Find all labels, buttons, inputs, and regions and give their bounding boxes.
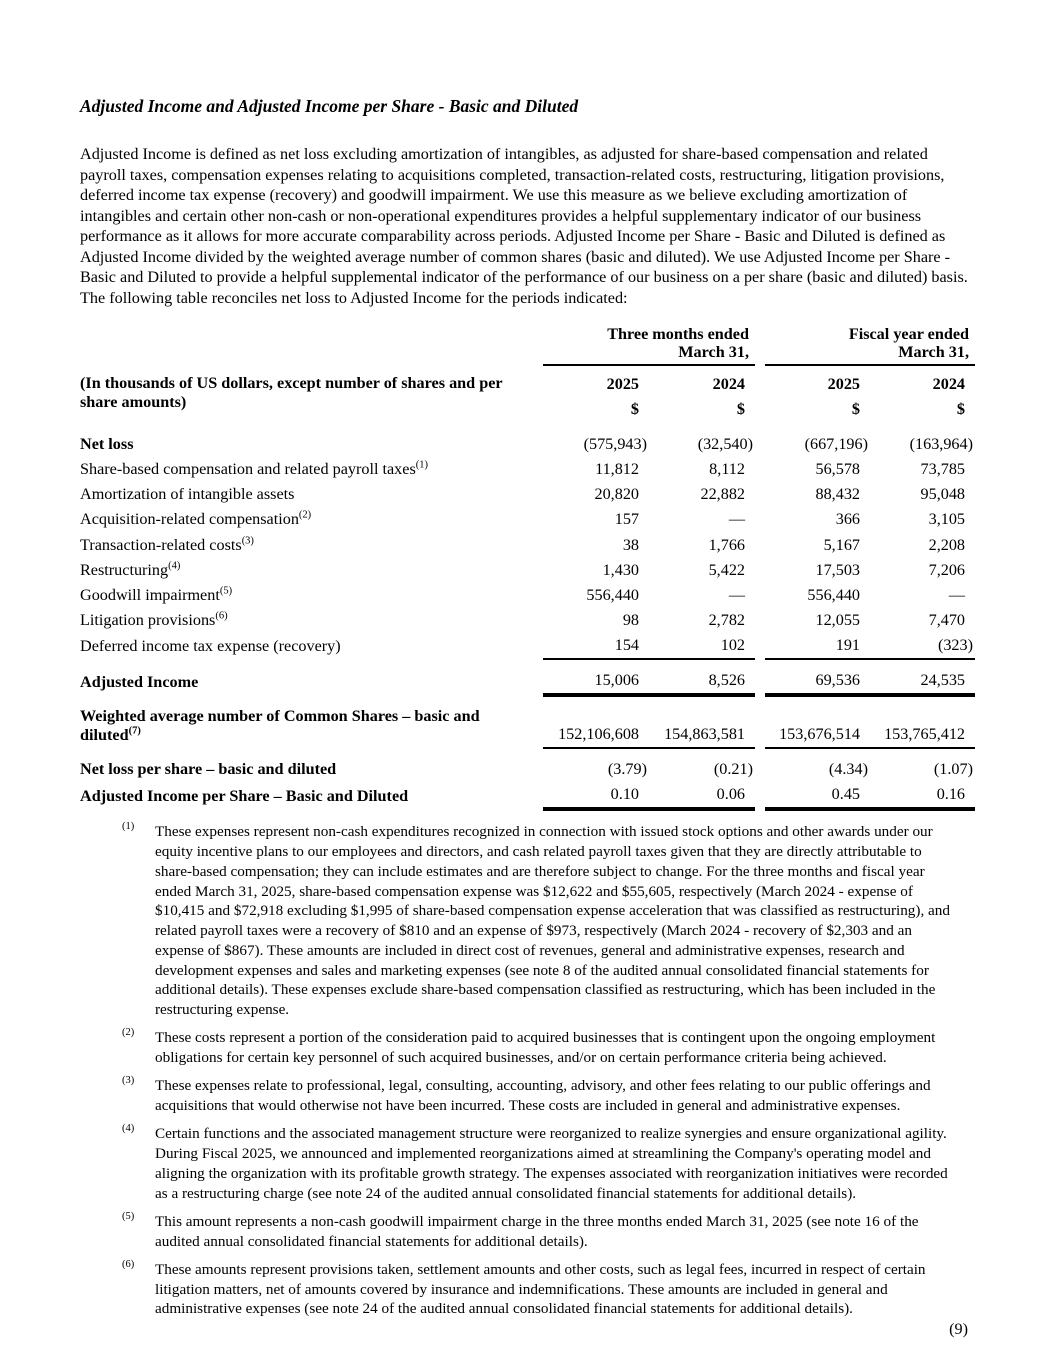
row-label (80, 482, 543, 507)
cell-value: (0.21) (713, 760, 753, 779)
cell-value: 556,440 (807, 585, 860, 604)
footnote-ref: (7) (128, 725, 141, 737)
table-row (80, 704, 975, 748)
cell-value: 154 (543, 633, 649, 659)
currency-header: $ (851, 400, 860, 419)
footnote (122, 1027, 955, 1068)
cell-value: 2,208 (928, 535, 966, 554)
row-label-text: Net loss (80, 435, 134, 454)
cell-value: 7,206 (928, 560, 966, 579)
table-spacer-row (80, 748, 975, 757)
row-label (80, 608, 543, 633)
cell-value: (575,943) (583, 435, 647, 454)
table-caption: (In thousands of US dollars, except number of shares and per share amounts) (80, 374, 503, 412)
cell-value: (163,964) (909, 435, 974, 454)
column-gap (755, 325, 765, 366)
row-label-text: Weighted average number of Common Shares – basic and diluted (80, 707, 480, 744)
cell-value: 1,430 (602, 560, 639, 579)
cell-value: — (948, 585, 966, 604)
table-row (80, 457, 975, 482)
cell-value: 88,432 (815, 485, 860, 504)
cell-value: 0.06 (649, 782, 755, 809)
footnote-text: These amounts represent provisions taken, settlement amounts and other costs, such as legal fees, incurred in respect of certain litigation matters, net of amounts covered by insurance and indemnifications. These amounts are included in general and administrative expenses (see note 24 of the audited annual consolidated financial statements for additional details). (155, 1260, 926, 1318)
footnote-text: These expenses represent non-cash expenditures recognized in connection with issued stock options and other awards under our equity incentive plans to our employees and directors, and cash related payroll taxes given that they are directly attributable to share-based compensation; they can include estimates and are therefore subject to change. For the three months and fiscal year ended March 31, 2025, share-based compensation expense was $12,622 and $55,605, respectively (March 2024 - expense of $10,415 and $72,918 excluding $1,995 of share-based compensation expense acceleration that was classified as restructuring), and related payroll taxes were a recovery of $810 and an expense of $973, respectively (March 2024 - recovery of $2,303 and an expense of $867). These amounts are included in direct cost of revenues, general and administrative expenses, research and development expenses and sales and marketing expenses (see note 8 of the audited annual consolidated financial statements for additional details). These expenses exclude share-based compensation classified as restructuring, which has been included in the restructuring expense. (155, 823, 950, 1019)
cell-value: 69,536 (765, 668, 870, 695)
cell-value: 24,535 (870, 668, 975, 695)
section-heading: Adjusted Income and Adjusted Income per Share - Basic and Diluted (80, 96, 579, 116)
column-gap (755, 457, 765, 482)
footnote-marker: (4) (122, 1123, 135, 1135)
reconciliation-table (80, 325, 975, 812)
footnote-marker: (6) (122, 1258, 135, 1270)
footnote (122, 1123, 955, 1203)
row-label-text: Transaction-related costs (80, 535, 242, 554)
footnote-ref: (1) (415, 459, 429, 471)
row-label-text: Goodwill impairment (80, 585, 220, 604)
cell-value: 17,503 (815, 560, 860, 579)
row-label-text: Adjusted Income per Share – Basic and Diluted (80, 787, 409, 806)
year-header: 2025 (827, 375, 860, 394)
cell-value: — (728, 585, 745, 604)
row-label (80, 558, 543, 583)
footnote-ref: (4) (168, 560, 181, 572)
year-header: 2024 (712, 375, 745, 394)
page-number: (9) (949, 1320, 968, 1338)
table-row (80, 533, 975, 558)
currency-header: $ (736, 400, 745, 419)
row-label (80, 583, 543, 608)
cell-value: 98 (622, 610, 639, 629)
footnote-marker: (2) (122, 1027, 135, 1039)
cell-value: (667,196) (804, 435, 868, 454)
cell-value: 154,863,581 (649, 704, 755, 748)
footnote-text: Certain functions and the associated management structure were reorganized to realize synergies and ensure organizational agility. During Fiscal 2025, we announced and implemented reorganizations aimed at streamlining the Company's operating model and aligning the organization with its profitable growth strategy. The expenses associated with reorganization initiatives were recorded as a restructuring charge (see note 24 of the audited annual consolidated financial statements for additional details). (155, 1125, 948, 1202)
table-row (80, 583, 975, 608)
year-header: 2024 (932, 375, 966, 394)
cell-value: (3.79) (607, 760, 647, 779)
row-label (80, 633, 543, 659)
footnote-ref: (2) (298, 510, 312, 522)
row-label (80, 782, 543, 809)
column-gap (755, 395, 765, 432)
column-gap (755, 507, 765, 532)
cell-value: — (728, 510, 745, 529)
column-gap (755, 482, 765, 507)
table-row (80, 507, 975, 532)
cell-value: 95,048 (920, 485, 966, 504)
currency-header: $ (630, 400, 639, 419)
cell-value: 366 (835, 510, 860, 529)
cell-value: 8,112 (709, 460, 745, 479)
footnote-text: These costs represent a portion of the consideration paid to acquired businesses that is contingent upon the ongoing employment obligations for certain key personnel of such acquired businesses, and/or on certain performance criteria being achieved. (155, 1029, 936, 1067)
intro-paragraph: Adjusted Income is defined as net loss excluding amortization of intangibles, as adjusted for share-based compensation and related payroll taxes, compensation expenses relating to acquisitions completed, transaction-related costs, restructuring, litigation provisions, deferred income tax expense (recovery) and goodwill impairment. We use this measure as we believe excluding amortization of intangibles and certain other non-cash or non-operational expenditures provides a helpful supplementary indicator of our business performance as it allows for more accurate comparability across periods. Adjusted Income per Share - Basic and Diluted is defined as Adjusted Income divided by the weighted average number of common shares (basic and diluted). We use Adjusted Income per Share - Basic and Diluted to provide a helpful supplemental indicator of the performance of our business on a per share (basic and diluted) basis. The following table reconciles net loss to Adjusted Income for the periods indicated: (80, 145, 968, 307)
table-row (80, 757, 975, 782)
footnote-ref: (3) (241, 535, 254, 547)
cell-value: 56,578 (815, 460, 860, 479)
group-header-line: March 31, (898, 342, 970, 361)
footnote-marker: (3) (122, 1075, 135, 1087)
cell-value: (32,540) (697, 435, 753, 454)
cell-value: 11,812 (595, 460, 639, 479)
row-label (80, 432, 543, 457)
table-row (80, 668, 975, 695)
footnote-marker: (5) (122, 1210, 135, 1222)
cell-value: 15,006 (543, 668, 649, 695)
row-label-text: Net loss per share – basic and diluted (80, 760, 337, 779)
column-gap (755, 704, 765, 748)
cell-value: 8,526 (649, 668, 755, 695)
column-gap (755, 608, 765, 633)
cell-value: 12,055 (815, 610, 860, 629)
cell-value: 153,765,412 (870, 704, 975, 748)
cell-value: 38 (622, 535, 639, 554)
row-label-text: Share-based compensation and related payroll taxes (80, 460, 416, 479)
cell-value: 0.45 (765, 782, 870, 809)
row-label (80, 507, 543, 532)
cell-value: 73,785 (920, 460, 966, 479)
row-label-text: Amortization of intangible assets (80, 485, 295, 504)
row-label (80, 457, 543, 482)
footnote (122, 821, 955, 1020)
footnote-text: This amount represents a non-cash goodwill impairment charge in the three months ended March 31, 2025 (see note 16 of the audited annual consolidated financial statements for additional details). (155, 1212, 919, 1250)
table-spacer-row (80, 659, 975, 668)
cell-value: 0.16 (870, 782, 975, 809)
row-label-text: Acquisition-related compensation (80, 510, 299, 529)
table-row (80, 782, 975, 809)
footnote-text: These expenses relate to professional, legal, consulting, accounting, advisory, and other fees relating to our public offerings and acquisitions that would otherwise not have been incurred. These costs are included in general and administrative expenses. (155, 1077, 931, 1115)
footnote (122, 1258, 955, 1319)
cell-value: 2,782 (708, 610, 745, 629)
column-gap (755, 633, 765, 659)
cell-value: 0.10 (543, 782, 649, 809)
col-group-three-months (543, 325, 755, 366)
cell-value: 3,105 (928, 510, 966, 529)
column-gap (755, 533, 765, 558)
row-label (80, 533, 543, 558)
cell-value: 22,882 (700, 485, 745, 504)
cell-value: 5,167 (823, 535, 860, 554)
footnote-marker: (1) (122, 821, 135, 833)
table-spacer-row (80, 695, 975, 704)
column-gap (755, 432, 765, 457)
row-label (80, 757, 543, 782)
footnote-ref: (5) (219, 585, 233, 597)
cell-value: (4.34) (828, 760, 868, 779)
cell-value: 556,440 (586, 585, 639, 604)
currency-header: $ (956, 400, 966, 419)
table-row (80, 633, 975, 659)
cell-value: 152,106,608 (543, 704, 649, 748)
cell-value: 153,676,514 (765, 704, 870, 748)
column-gap (755, 668, 765, 695)
year-header-row (80, 365, 975, 395)
footnote (122, 1075, 955, 1116)
table-row (80, 608, 975, 633)
column-gap (755, 757, 765, 782)
group-header-line: March 31, (678, 342, 749, 361)
cell-value: 191 (765, 633, 870, 659)
row-label-text: Deferred income tax expense (recovery) (80, 637, 341, 656)
row-label-text: Litigation provisions (80, 610, 216, 629)
table-row (80, 482, 975, 507)
cell-value: 102 (649, 633, 755, 659)
row-label (80, 668, 543, 695)
group-header-line: Three months ended (607, 324, 749, 343)
table-row (80, 432, 975, 457)
row-label (80, 704, 543, 748)
group-header-line: Fiscal year ended (848, 324, 970, 343)
table-row (80, 558, 975, 583)
stub-empty-cell (80, 325, 543, 366)
column-gap (755, 782, 765, 809)
cell-value: 20,820 (594, 485, 639, 504)
cell-value: (323) (870, 633, 975, 659)
cell-value: (1.07) (933, 760, 974, 779)
cell-value: 5,422 (708, 560, 745, 579)
column-gap (755, 558, 765, 583)
footnote-ref: (6) (215, 610, 228, 622)
row-label-text: Restructuring (80, 560, 169, 579)
col-group-fiscal-year (765, 325, 975, 366)
cell-value: 7,470 (928, 610, 966, 629)
column-gap (755, 583, 765, 608)
year-header: 2025 (606, 375, 639, 394)
footnotes-section (80, 822, 975, 1319)
group-header-row (80, 325, 975, 366)
row-label-text: Adjusted Income (80, 673, 199, 692)
cell-value: 157 (614, 510, 639, 529)
cell-value: 1,766 (708, 535, 745, 554)
footnote (122, 1210, 955, 1252)
column-gap (755, 365, 765, 395)
